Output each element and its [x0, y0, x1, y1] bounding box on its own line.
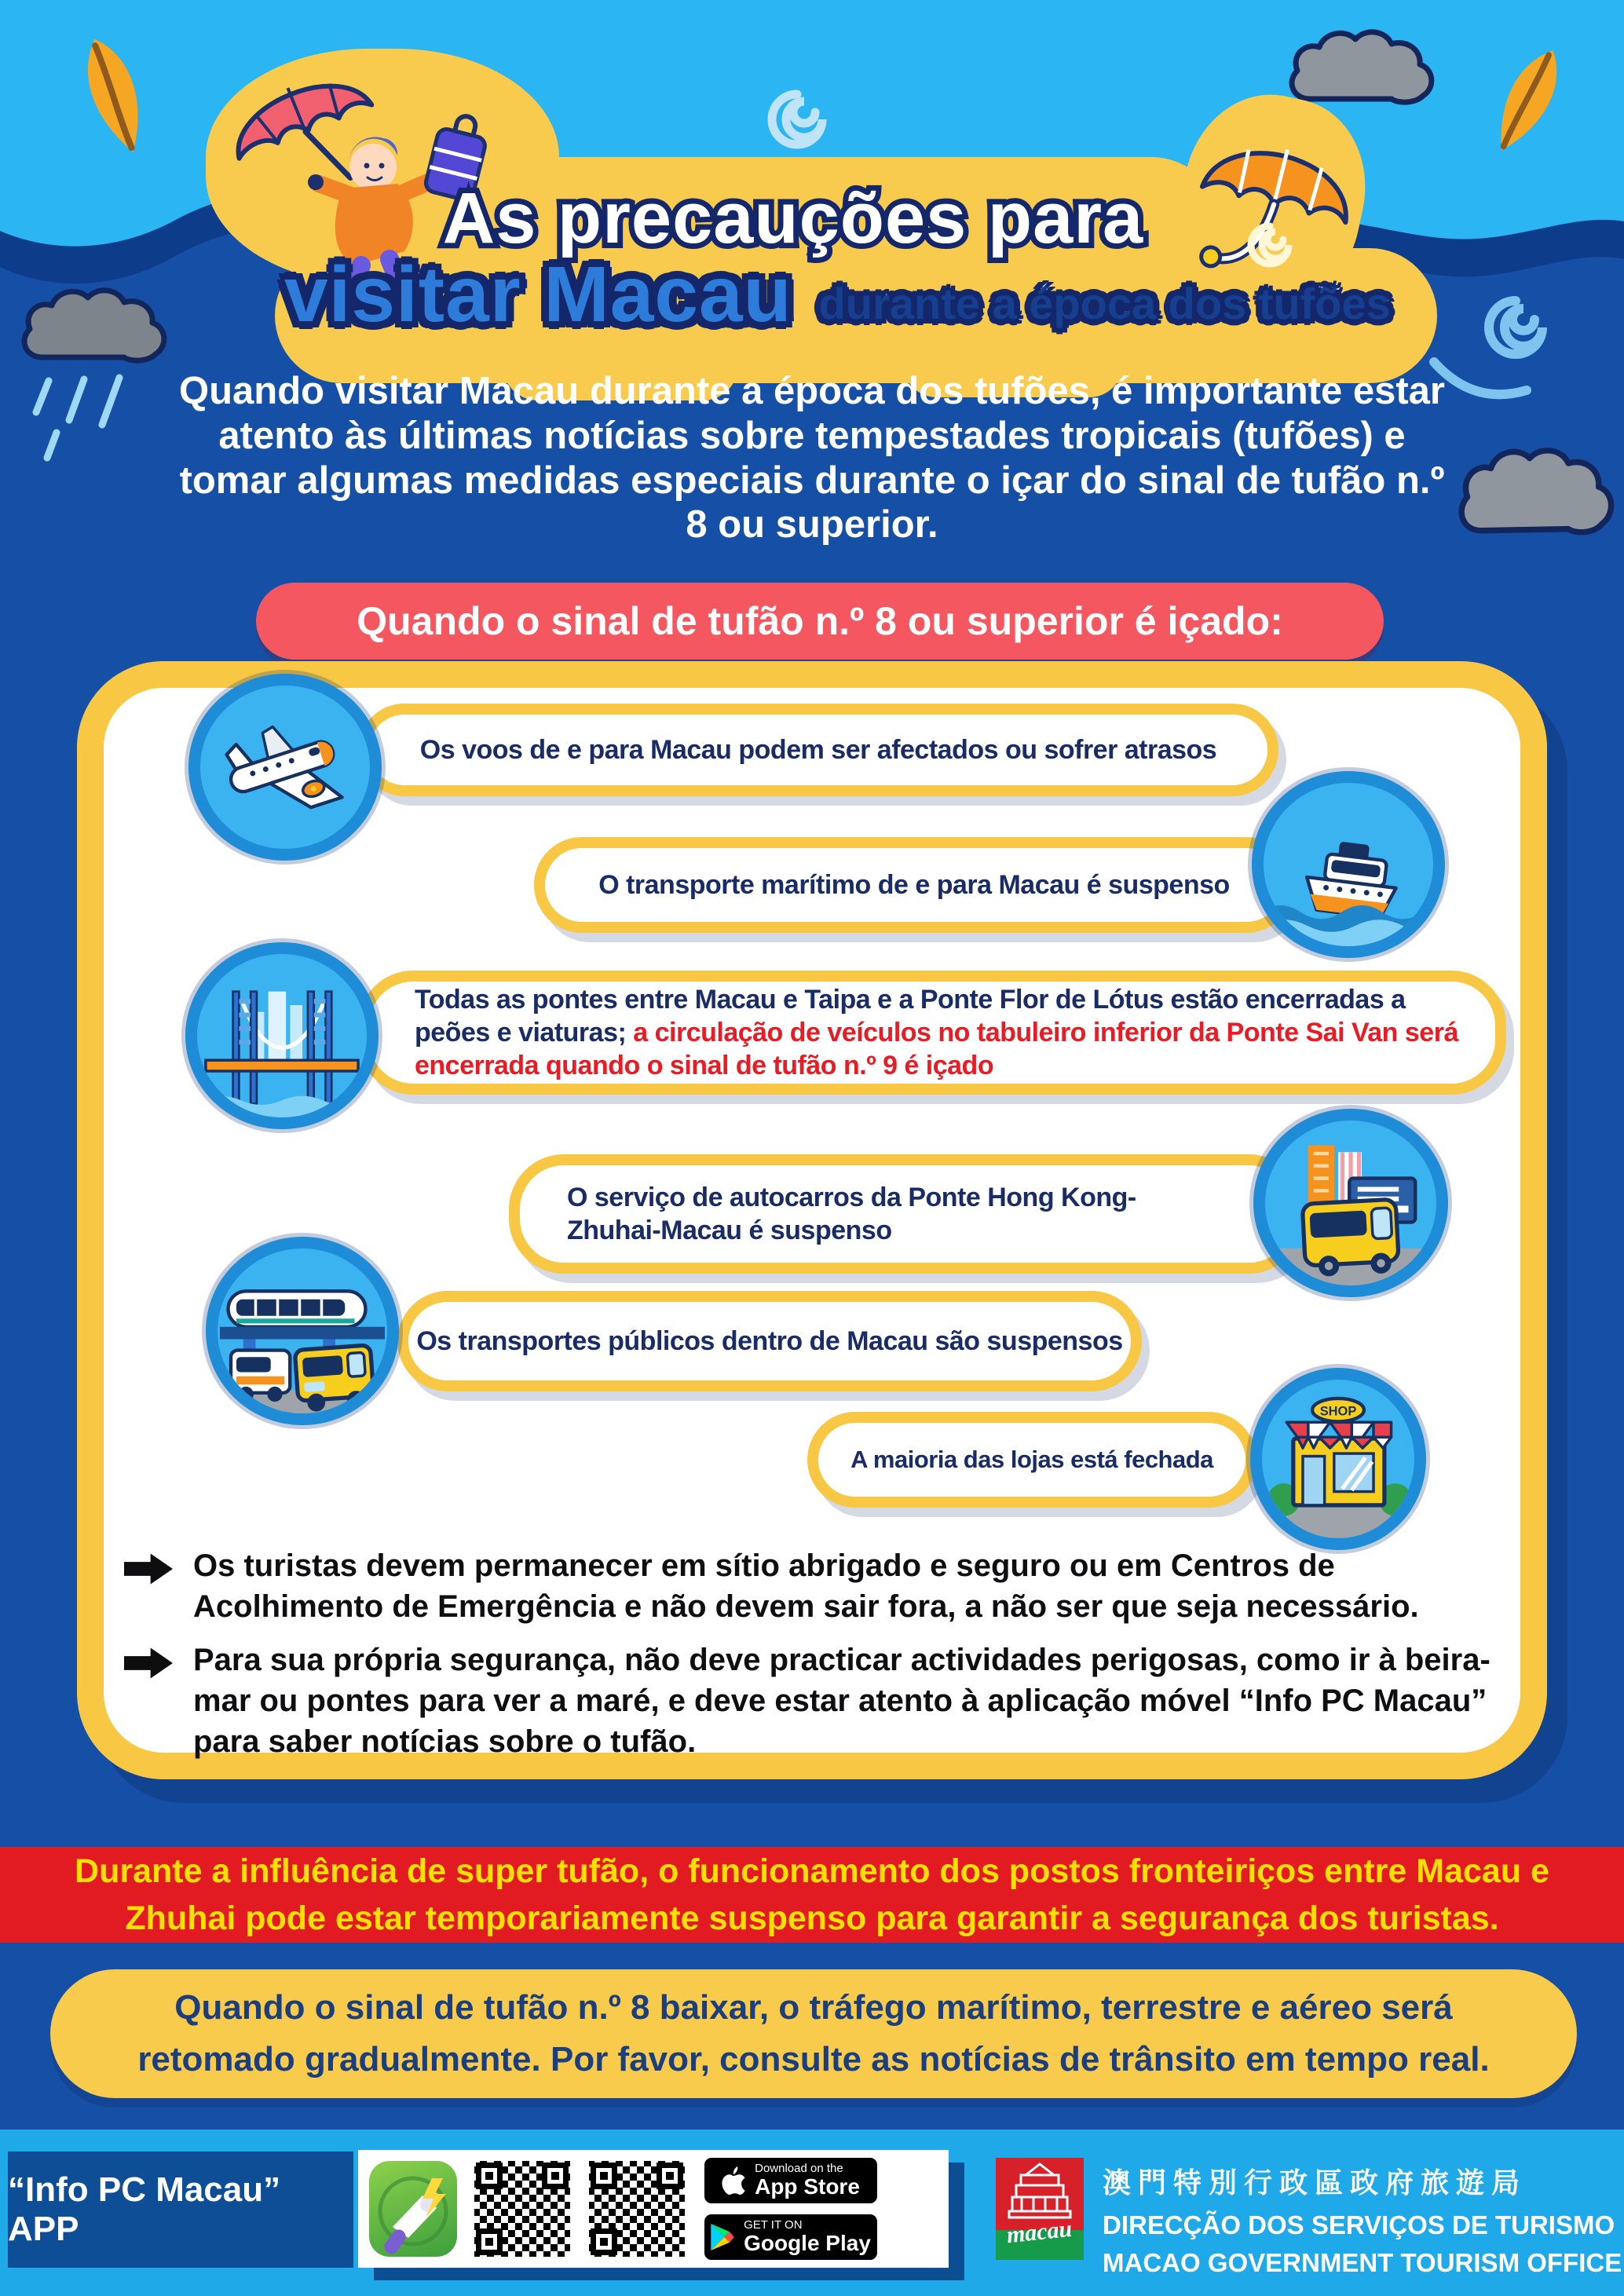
ferry-icon: [1252, 771, 1445, 958]
shop-sign-label: SHOP: [1319, 1404, 1357, 1419]
org-name-english: MACAO GOVERNMENT TOURISM OFFICE: [1103, 2248, 1622, 2277]
note-text: Para sua própria segurança, não deve practicar actividades perigosas, como ir à beira-mar ou pontes para ver a maré, e deve estar atento à aplicação móvel “Info PC Macau” para saber notícias sobre o tufão.: [193, 1643, 1490, 1759]
list-item-text: Os voos de e para Macau podem ser afectados ou sofrer atrasos: [419, 734, 1217, 765]
poster-title-line2: visitar Macau: [284, 250, 792, 338]
shop-icon: [1250, 1368, 1426, 1550]
app-store-name-label: App Store: [755, 2174, 860, 2199]
footer: [0, 2130, 1624, 2296]
cloud-icon: [1449, 436, 1624, 550]
org-name-chinese: 澳門特別行政區政府旅遊局: [1103, 2166, 1527, 2199]
storm-cloud-icon: [9, 279, 182, 467]
mgto-logo-script: macau: [1005, 2215, 1074, 2249]
poster-title-line2-suffix: durante a época dos tufões: [818, 279, 1391, 328]
qr-code: [473, 2159, 572, 2258]
app-name-label: [8, 2152, 353, 2268]
cloud-icon: [1280, 24, 1445, 110]
arrow-right-icon: [124, 1553, 173, 1585]
app-store-badge[interactable]: [702, 2155, 880, 2206]
public-transport-icon: [206, 1237, 399, 1425]
list-item: [509, 1154, 1304, 1274]
org-name-portuguese: DIRECÇÃO DOS SERVIÇOS DE TURISMO: [1103, 2210, 1615, 2239]
app-name-text: “Info PC Macau” APP: [8, 2170, 281, 2248]
bridge-icon: [185, 942, 379, 1129]
notes-list: [124, 1545, 1509, 1762]
list-item: [358, 971, 1506, 1095]
apple-icon: [722, 2166, 745, 2195]
alert-banner-text: Durante a influência de super tufão, o funcionamento dos postos fronteiriços entre Macau e Zhuhai pode estar temporariamente suspenso para garantir a segurança dos turistas.: [75, 1852, 1549, 1937]
mgto-logo: [996, 2158, 1084, 2260]
list-item-text: A maioria das lojas está fechada: [850, 1445, 1213, 1473]
info-pc-macau-app-icon: [369, 2161, 457, 2257]
list-item: [534, 837, 1294, 933]
google-play-icon: [711, 2224, 734, 2250]
intro-paragraph: Quando visitar Macau durante a época dos tufões, é importante estar atento às últimas notícias sobre tempestades tropicais (tufões) e tomar algumas medidas especiais durante o içar do sinal de tufão n.º 8 ou superior.: [179, 370, 1445, 547]
list-item-text: Os transportes públicos dentro de Macau são suspensos: [416, 1325, 1123, 1356]
note-text: Os turistas devem permanecer em sítio abrigado e seguro ou em Centros de Acolhimento de Emergência e não devem sair fora, a não ser que seja necessário.: [193, 1548, 1419, 1624]
arrow-right-icon: [124, 1647, 173, 1679]
list-item-text-warning: a circulação de veículos no tabuleiro inferior da Ponte Sai Van será encerrada quando o sinal de tufão n.º 9 é içado: [415, 1017, 1458, 1081]
section-heading: Quando o sinal de tufão n.º 8 ou superior é içado:: [256, 583, 1384, 660]
organization-name-block: [1103, 2161, 1622, 2278]
plane-icon: [188, 674, 382, 861]
list-item: [397, 1291, 1142, 1391]
list-item-text-normal: Todas as pontes entre Macau e Taipa e a Ponte Flor de Lótus estão encerradas a peões e viaturas;: [415, 984, 1406, 1047]
app-store-pre-label: Download on the: [755, 2162, 843, 2176]
google-play-name-label: Google Play: [744, 2231, 871, 2256]
qr-code: [587, 2159, 686, 2258]
list-item-text: O transporte marítimo de e para Macau é suspenso: [598, 869, 1230, 900]
hzm-bus-icon: [1253, 1109, 1448, 1297]
app-download-panel: [358, 2150, 949, 2268]
list-item: [124, 1545, 1509, 1627]
poster-title-line1: As precauções para: [442, 178, 1144, 258]
signal-lowered-banner: [50, 1969, 1577, 2098]
list-item-text: O serviço de autocarros da Ponte Hong Kong-Zhuhai-Macau é suspenso: [567, 1182, 1136, 1245]
list-item-text: [415, 983, 1464, 1082]
resume-banner-text: Quando o sinal de tufão n.º 8 baixar, o tráfego marítimo, terrestre e aéreo será retomado gradualmente. Por favor, consulte as notícias de trânsito em tempo real.: [137, 1988, 1490, 2078]
google-play-pre-label: GET IT ON: [744, 2218, 803, 2232]
list-item: [124, 1640, 1509, 1762]
list-item: [358, 704, 1278, 796]
super-typhoon-alert-banner: [0, 1847, 1624, 1943]
google-play-badge[interactable]: [702, 2212, 880, 2262]
list-item: [807, 1412, 1256, 1508]
